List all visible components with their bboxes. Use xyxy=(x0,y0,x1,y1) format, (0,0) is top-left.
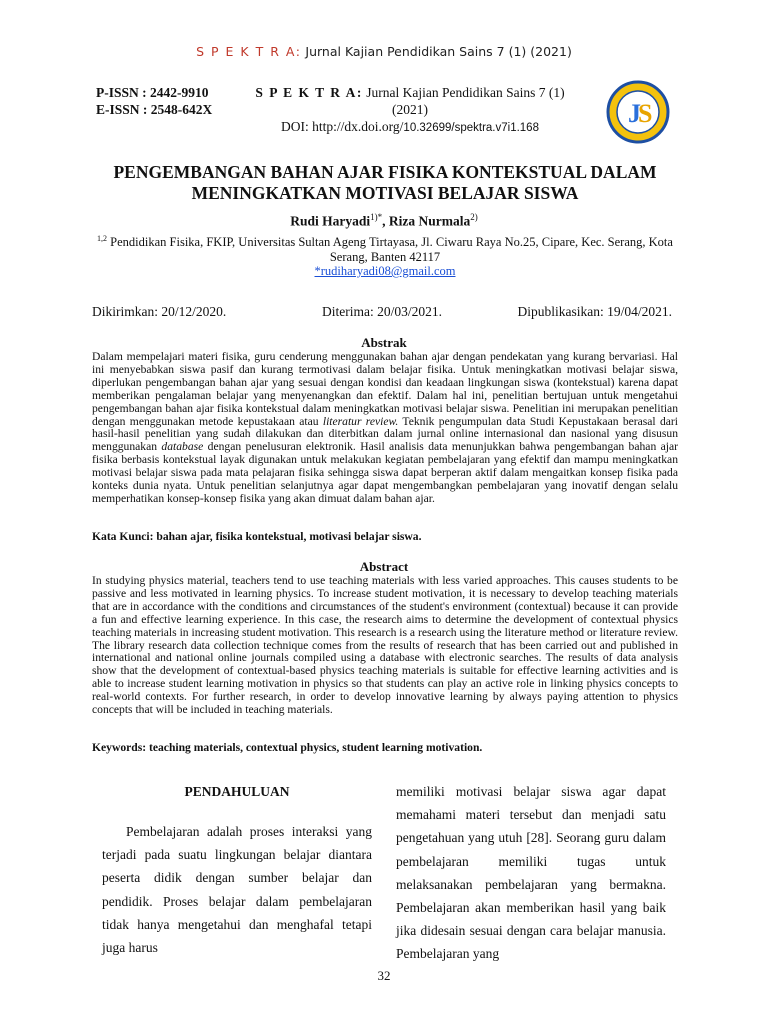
abstrak-heading: Abstrak xyxy=(361,335,407,350)
journal-logo-icon xyxy=(606,80,670,144)
abstrak-text xyxy=(92,351,678,506)
body-right-paragraph: memiliki motivasi belajar siswa agar dapat memahami materi tersebut dan menjadi satu pengetahuan yang utuh [28]. Seorang guru dalam pembelajaran memiliki tugas untuk melaksanakan pembelajaran yang bermakna. Pembelajaran akan memberikan hasil yang baik jika didesain sesuai dengan cara belajar manusia. Pembelajaran yang xyxy=(396,784,666,962)
abstract-text: In studying physics material, teachers tend to use teaching materials with less varied approaches. This causes students to be passive and less motivated in learning physics. To increase student motivation, it is necessary to develop teaching materials that are in accordance with the conditions and circumstances of the student's environment (contextual) because it can provide a fun and effective learning experience. In this case, the research aims to determine the development of contextual physics teaching materials in increasing student motivation. This research is a research using the literature method or literature review. The library research data collection technique comes from the results of research that has been carried out and published in international and national online journals compiled using a database with electronic searches. The results of data analysis show that the development of contextual-based physics teaching materials is suitable for effective learning activities and is able to increase student learning motivation in physics so that students can play an active role in linking physics concepts to real-world contexts. For further research, in order to develop innovative learning by always paying attention to physics concepts that will be included in teaching materials. xyxy=(92,574,678,717)
abstrak-part-1: Dalam mempelajari materi fisika, guru cenderung menggunakan bahan ajar dengan pendekatan yang kurang bervariasi. Hal ini menyebabkan siswa pasif dan kurang termotivasi dalam belajar fisika. Untuk meningkatkan motivasi belajar siswa, diperlukan pengembangan bahan ajar yang sesuai dengan kondisi dan keadaan lingkungan siswa (kontekstual) karena dapat memberikan pengalaman belajar yang menyenangkan dan efektif. Dalam hal ini, penelitian bertujuan untuk mengetahui pengembangan bahan ajar fisika kontekstual dalam meningkatkan motivasi belajar siswa. Penelitian ini merupakan penelitian dengan menggunakan metode kepustakaan atau xyxy=(92,350,678,428)
date-published: Dipublikasikan: 19/04/2021. xyxy=(517,304,672,319)
svg-text:J: J xyxy=(628,99,641,128)
e-issn: E-ISSN : 2548-642X xyxy=(96,102,213,117)
date-accepted: Diterima: 20/03/2021. xyxy=(322,304,442,319)
author-2-affil: 2) xyxy=(470,212,478,222)
running-header-text: Jurnal Kajian Pendidikan Sains 7 (1) (2021) xyxy=(301,44,572,59)
doi-prefix: DOI: http://dx.doi.org/ xyxy=(281,119,404,134)
article-title: PENGEMBANGAN BAHAN AJAR FISIKA KONTEKSTUAL DALAM MENINGKATKAN MOTIVASI BELAJAR SISWA xyxy=(113,162,657,203)
abstrak-italic-2: database xyxy=(161,440,204,454)
author-email-link[interactable]: *rudiharyadi08@gmail.com xyxy=(314,264,456,279)
doi-line[interactable] xyxy=(240,118,580,137)
running-header xyxy=(0,44,768,59)
author-1-affil: 1)* xyxy=(370,212,383,222)
journal-brand: S P E K T R A: xyxy=(255,85,363,100)
section-heading-pendahuluan: PENDAHULUAN xyxy=(184,784,290,799)
author-1: Rudi Haryadi xyxy=(290,213,371,229)
issn-block xyxy=(96,84,212,118)
doi-id: 10.32699/spektra.v7i1.168 xyxy=(403,122,539,134)
abstrak-keywords: Kata Kunci: bahan ajar, fisika kontekstual, motivasi belajar siswa. xyxy=(92,530,422,543)
abstrak-italic-1: literatur review. xyxy=(322,414,399,428)
running-header-brand: S P E K T R A: xyxy=(196,44,302,59)
abstract-keywords: Keywords: teaching materials, contextual physics, student learning motivation. xyxy=(92,741,483,754)
affiliation xyxy=(92,232,678,279)
journal-name-text: Jurnal Kajian Pendidikan Sains 7 (1) (2021) xyxy=(362,85,565,117)
affiliation-marker: 1,2 xyxy=(97,234,108,243)
author-2: Riza Nurmala xyxy=(388,213,471,229)
abstrak-part-2: Teknik pengumpulan data Studi Kepustakaan berasal dari hasil-hasil penelitian yang sudah dilakukan dan diterbitkan dalam jurnal online internasional dan nasional yang disusun menggunakan xyxy=(92,414,678,454)
journal-info xyxy=(240,84,580,137)
abstrak-part-3: dengan penelusuran elektronik. Hasil analisis data menunjukkan bahwa pengembangan bahan ajar fisika berbasis kontekstual layak digunakan untuk melakukan kegiatan pembelajaran yang efektif dan mampu meningkatkan motivasi belajar siswa pada mata pelajaran fisika sehingga siswa dapat berperan aktif dalam mengaitkan konsep fisika pada konteks dunia nyata. Untuk penelitian selanjutnya agar dapat mengembangkan pembelajaran yang inovatif dengan selalu memperhatikan konsep-konsep fisika yang akan dimuat dalam bahan ajar. xyxy=(92,440,678,505)
svg-text:S: S xyxy=(638,99,653,128)
authors xyxy=(0,212,768,230)
date-submitted: Dikirimkan: 20/12/2020. xyxy=(92,304,227,319)
affiliation-text: Pendidikan Fisika, FKIP, Universitas Sultan Ageng Tirtayasa, Jl. Ciwaru Raya No.25, Cipare, Kec. Serang, Kota Serang, Banten 42117 xyxy=(107,235,673,264)
author-separator: , xyxy=(382,213,389,229)
abstract-heading: Abstract xyxy=(359,559,409,574)
body-left-paragraph: Pembelajaran adalah proses interaksi yang terjadi pada suatu lingkungan belajar diantara peserta didik dengan sumber belajar dan pendidik. Proses belajar dalam pembelajaran tidak hanya mengetahui dan menghafal tetapi juga harus xyxy=(102,824,372,956)
journal-name xyxy=(240,84,580,118)
page-number: 32 xyxy=(377,968,391,983)
p-issn: P-ISSN : 2442-9910 xyxy=(96,85,209,100)
